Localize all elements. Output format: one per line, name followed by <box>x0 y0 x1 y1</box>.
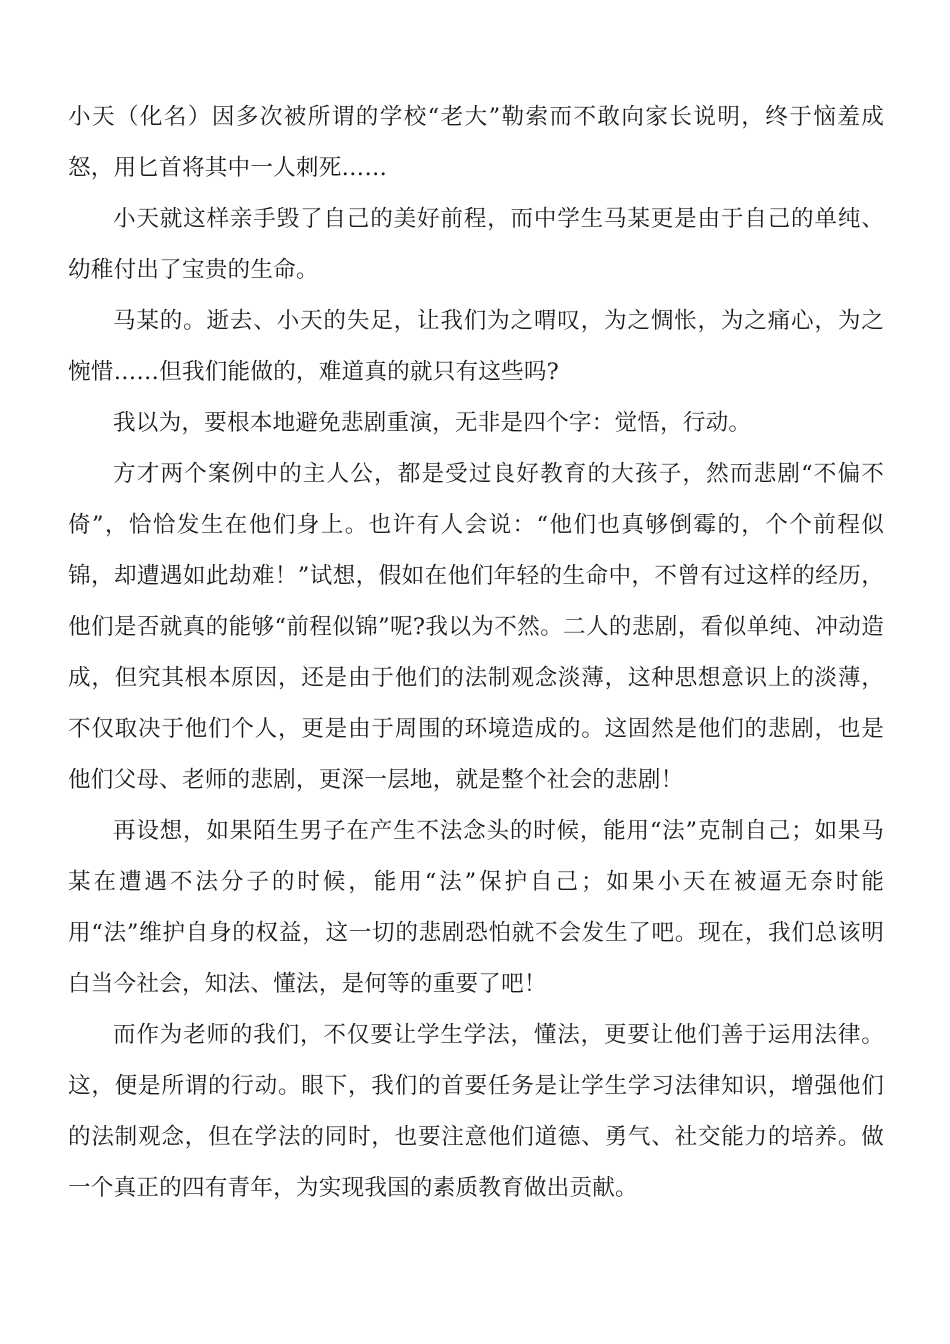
paragraph-6: 再设想，如果陌生男子在产生不法念头的时候，能用“法”克制自己；如果马某在遭遇不法分子的时候，能用“法”保护自己；如果小天在被逼无奈时能用“法”维护自身的权益，这一切的悲剧恐怕就不会发生了吧。现在，我们总该明白当今社会，知法、懂法，是何等的重要了吧！ <box>68 818 884 997</box>
paragraph-1: 小天（化名）因多次被所谓的学校“老大”勒索而不敢向家长说明，终于恼羞成怒，用匕首将其中一人刺死…… <box>68 104 884 181</box>
paragraph-3: 马某的。逝去、小天的失足，让我们为之喟叹，为之惆怅，为之痛心，为之惋惜……但我们能做的，难道真的就只有这些吗? <box>68 308 884 385</box>
paragraph-5: 方才两个案例中的主人公，都是受过良好教育的大孩子，然而悲剧“不偏不倚”，恰恰发生在他们身上。也许有人会说：“他们也真够倒霉的，个个前程似锦，却遭遇如此劫难！”试想，假如在他们年轻的生命中，不曾有过这样的经历，他们是否就真的能够“前程似锦”呢?我以为不然。二人的悲剧，看似单纯、冲动造成，但究其根本原因，还是由于他们的法制观念淡薄，这种思想意识上的淡薄，不仅取决于他们个人，更是由于周围的环境造成的。这固然是他们的悲剧，也是他们父母、老师的悲剧，更深一层地，就是整个社会的悲剧！ <box>68 461 884 793</box>
paragraph-7: 而作为老师的我们，不仅要让学生学法，懂法，更要让他们善于运用法律。这，便是所谓的行动。眼下，我们的首要任务是让学生学习法律知识，增强他们的法制观念，但在学法的同时，也要注意他们道德、勇气、社交能力的培养。做一个真正的四有青年，为实现我国的素质教育做出贡献。 <box>68 1022 884 1201</box>
document-body <box>68 92 884 1214</box>
paragraph-2: 小天就这样亲手毁了自己的美好前程，而中学生马某更是由于自己的单纯、幼稚付出了宝贵的生命。 <box>68 206 884 283</box>
paragraph-4: 我以为，要根本地避免悲剧重演，无非是四个字：觉悟，行动。 <box>113 410 752 436</box>
